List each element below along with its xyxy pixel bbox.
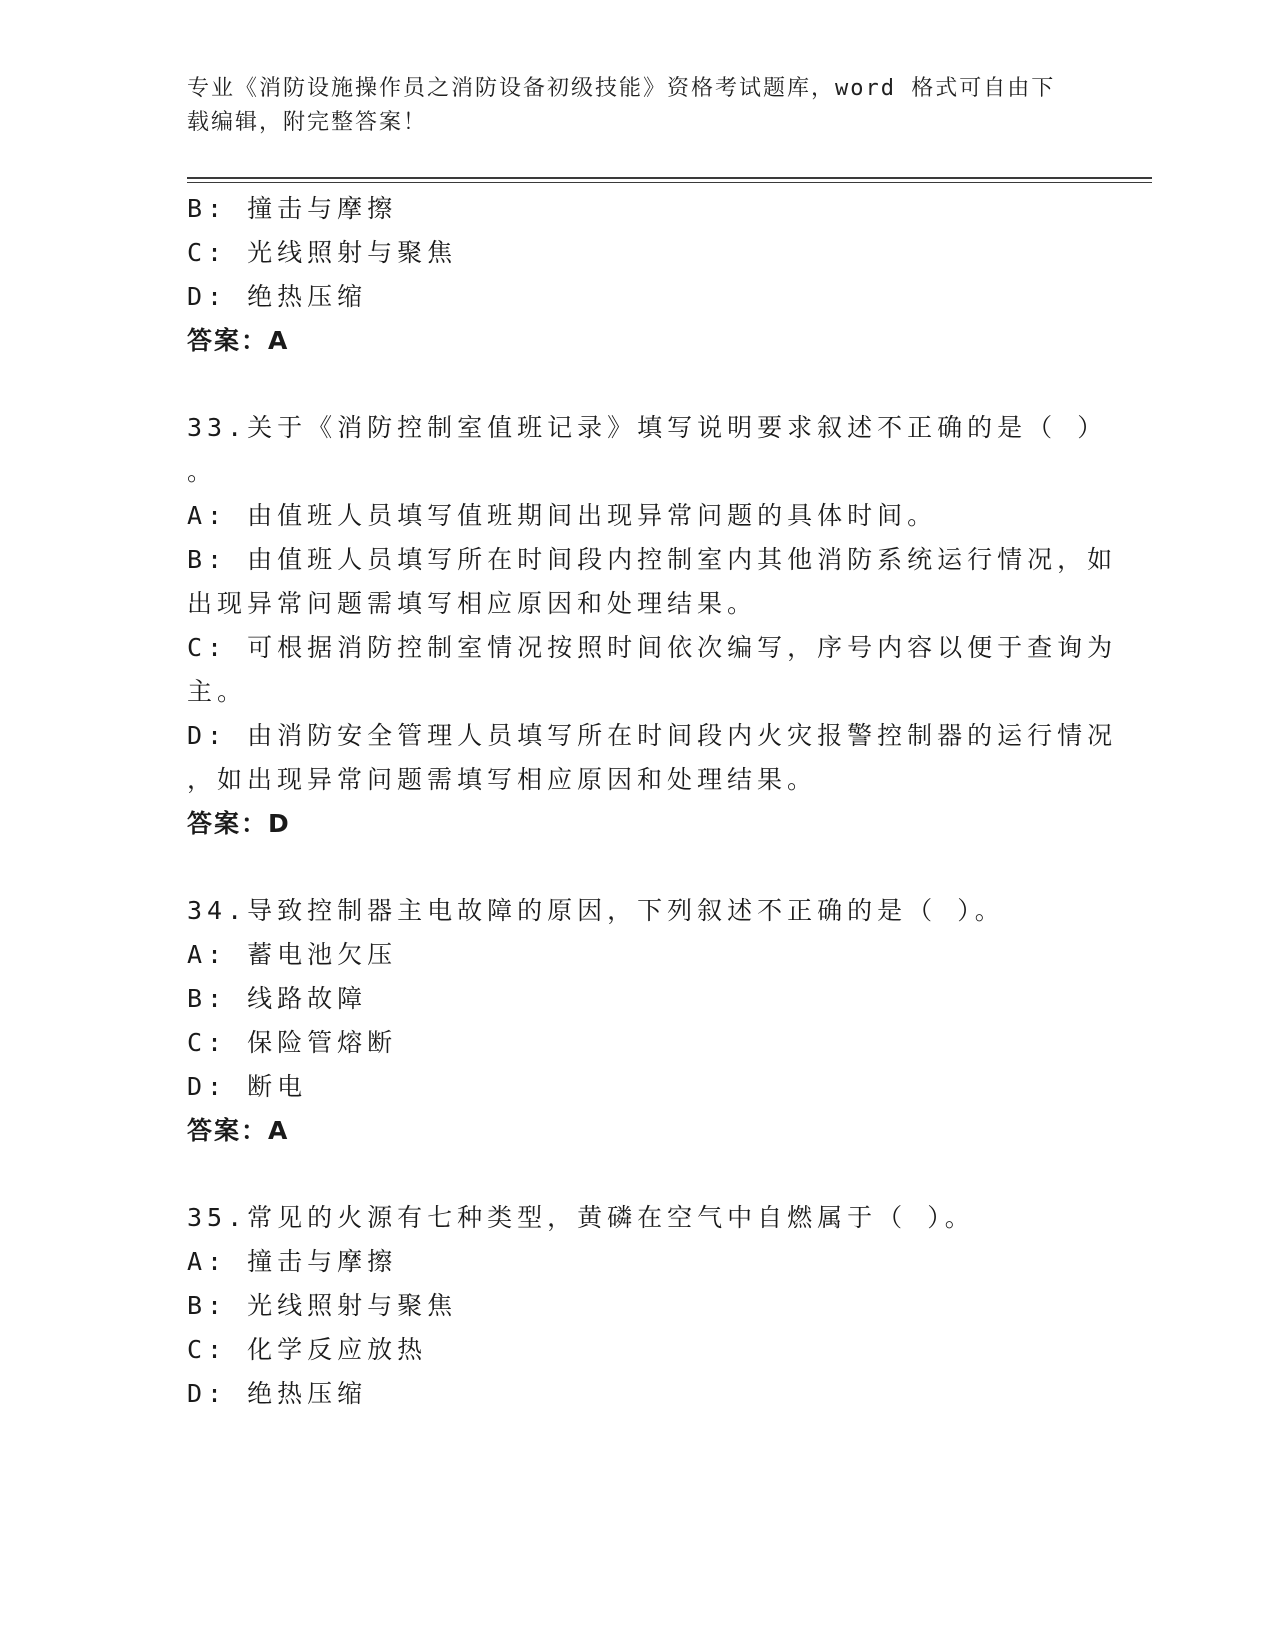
q33-stem-line-1: 33.关于《消防控制室值班记录》填写说明要求叙述不正确的是（ ） bbox=[187, 413, 1108, 442]
document-header bbox=[187, 72, 1067, 140]
q33-option-c-line-1: C: 可根据消防控制室情况按照时间依次编写，序号内容以便于查询为 bbox=[187, 633, 1118, 662]
q35-option-a: A: 撞击与摩擦 bbox=[187, 1247, 398, 1276]
prev-option-d: D: 绝热压缩 bbox=[187, 282, 368, 311]
q33-option-b-line-1: B: 由值班人员填写所在时间段内控制室内其他消防系统运行情况，如 bbox=[187, 545, 1118, 574]
header-line-1: 专业《消防设施操作员之消防设备初级技能》资格考试题库，word 格式可自由下 bbox=[187, 76, 1056, 101]
q33-option-d-line-1: D: 由消防安全管理人员填写所在时间段内火灾报警控制器的运行情况 bbox=[187, 721, 1118, 750]
q35-stem: 35.常见的火源有七种类型，黄磷在空气中自燃属于（ ）。 bbox=[187, 1203, 975, 1232]
q34-answer: 答案：A bbox=[187, 1116, 290, 1145]
q34-option-a: A: 蓄电池欠压 bbox=[187, 940, 398, 969]
q34-option-b: B: 线路故障 bbox=[187, 984, 368, 1013]
header-rule-thin bbox=[187, 182, 1152, 183]
q33-option-d-line-2: ，如出现异常问题需填写相应原因和处理结果。 bbox=[187, 765, 818, 794]
q35-option-c: C: 化学反应放热 bbox=[187, 1335, 428, 1364]
header-line-2: 载编辑，附完整答案！ bbox=[187, 110, 428, 135]
header-rule-thick bbox=[187, 177, 1152, 179]
q33-option-c-line-2: 主。 bbox=[187, 677, 248, 706]
q35-option-d: D: 绝热压缩 bbox=[187, 1379, 368, 1408]
q33-option-b-line-2: 出现异常问题需填写相应原因和处理结果。 bbox=[187, 589, 758, 618]
q33-answer: 答案：D bbox=[187, 809, 291, 838]
q33-stem-line-2: 。 bbox=[187, 457, 218, 486]
prev-option-c: C: 光线照射与聚焦 bbox=[187, 238, 458, 267]
q34-stem: 34.导致控制器主电故障的原因，下列叙述不正确的是（ ）。 bbox=[187, 896, 1005, 925]
q33-option-a: A: 由值班人员填写值班期间出现异常问题的具体时间。 bbox=[187, 501, 938, 530]
q34-option-c: C: 保险管熔断 bbox=[187, 1028, 398, 1057]
q35-option-b: B: 光线照射与聚焦 bbox=[187, 1291, 458, 1320]
prev-option-b: B: 撞击与摩擦 bbox=[187, 194, 398, 223]
q34-option-d: D: 断电 bbox=[187, 1072, 308, 1101]
prev-answer: 答案：A bbox=[187, 326, 290, 355]
